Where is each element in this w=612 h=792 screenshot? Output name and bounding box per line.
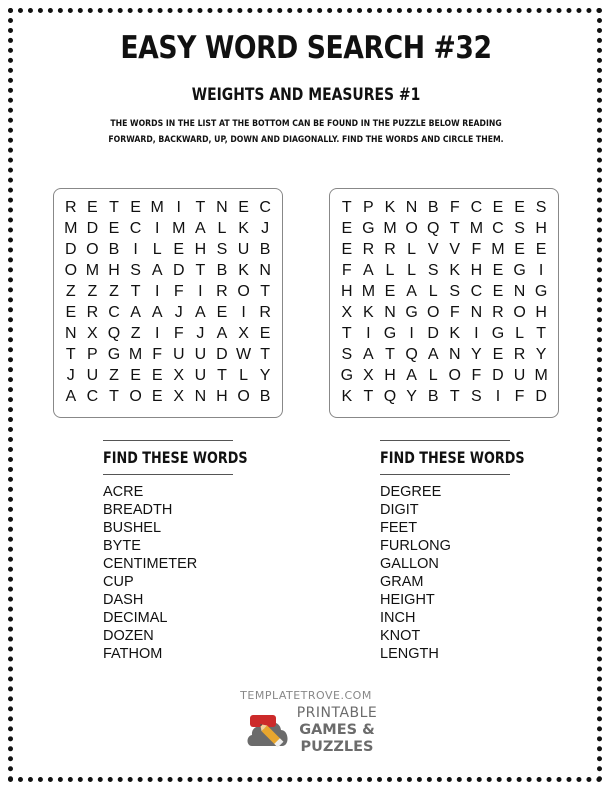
grid-row (330, 386, 558, 407)
grid-letter: F (471, 367, 482, 384)
grid-letter: D (172, 262, 185, 279)
grid-letter: A (130, 304, 141, 321)
grid-letter: L (407, 262, 417, 279)
word-list-item: FEET (380, 520, 418, 536)
grid-letter: S (341, 346, 353, 363)
grid-letter: E (87, 199, 98, 216)
grid-letter: O (513, 304, 526, 321)
grid-letter: E (492, 199, 504, 216)
grid-letter: K (363, 304, 374, 321)
grid-letter: T (195, 262, 206, 279)
grid-letter: L (428, 367, 438, 384)
grid-letter: R (513, 346, 526, 363)
grid-letter: C (259, 199, 271, 216)
grid-letter: F (471, 241, 482, 258)
grid-letter: C (492, 220, 504, 237)
grid-letter: E (259, 325, 271, 342)
grid-row (54, 260, 282, 281)
grid-letter: S (514, 220, 525, 237)
grid-letter: T (260, 346, 271, 363)
grid-letter: D (86, 220, 99, 237)
grid-letter: L (217, 220, 227, 237)
grid-letter: J (196, 325, 205, 342)
grid-letter: E (108, 220, 120, 237)
grid-letter: I (241, 304, 246, 321)
grid-letter: X (173, 388, 185, 405)
grid-letter: D (427, 325, 439, 342)
grid-letter: E (492, 262, 504, 279)
grid-row (54, 302, 282, 323)
grid-letter: U (513, 367, 526, 384)
grid-letter: W (235, 346, 252, 363)
grid-letter: S (535, 199, 547, 216)
grid-row (330, 365, 558, 386)
word-list-item: INCH (380, 610, 416, 626)
grid-letter: Y (471, 346, 482, 363)
grid-letter: E (238, 199, 249, 216)
grid-letter: X (341, 304, 353, 321)
grid-letter: G (534, 283, 548, 300)
grid-letter: Q (383, 388, 397, 405)
grid-letter: T (536, 325, 547, 342)
grid-letter: A (151, 304, 163, 321)
grid-row (330, 323, 558, 344)
grid-letter: O (64, 262, 78, 279)
grid-letter: E (151, 367, 163, 384)
grid-letter: E (216, 304, 228, 321)
grid-letter: S (130, 262, 141, 279)
grid-letter: I (474, 325, 479, 342)
page-subtitle: WEIGHTS AND MEASURES #1 (191, 85, 421, 105)
grid-letter: F (449, 199, 460, 216)
grid-letter: N (259, 262, 271, 279)
grid-row (54, 386, 282, 407)
grid-row (54, 281, 282, 302)
grid-letter: X (87, 325, 98, 342)
grid-letter: F (152, 346, 163, 363)
grid-letter: L (407, 241, 417, 258)
grid-letter: A (427, 346, 439, 363)
grid-letter: N (513, 283, 526, 300)
grid-letter: L (239, 367, 248, 384)
grid-letter: S (471, 388, 482, 405)
grid-letter: T (195, 199, 206, 216)
grid-letter: K (238, 220, 249, 237)
grid-row (54, 239, 282, 260)
logo-line-games: GAMES & (299, 722, 375, 738)
grid-letter: C (129, 220, 142, 237)
grid-letter: B (108, 241, 120, 258)
grid-letter: A (363, 262, 374, 279)
word-list-left (103, 483, 197, 663)
grid-letter: E (173, 241, 185, 258)
grid-letter: L (428, 283, 438, 300)
grid-letter: A (65, 388, 77, 405)
grid-letter: A (406, 283, 417, 300)
grid-letter: E (492, 346, 504, 363)
grid-row (54, 197, 282, 218)
grid-letter: R (216, 283, 228, 300)
grid-letter: E (65, 304, 77, 321)
word-list-item: BYTE (103, 538, 141, 554)
grid-letter: L (385, 262, 395, 279)
word-list-item: KNOT (380, 628, 421, 644)
grid-letter: C (108, 304, 120, 321)
grid-letter: X (238, 325, 249, 342)
grid-letter: J (261, 220, 270, 237)
grid-letter: J (174, 304, 183, 321)
grid-letter: E (130, 367, 141, 384)
grid-letter: I (366, 325, 371, 342)
word-grid-right (329, 188, 559, 418)
grid-letter: A (195, 304, 206, 321)
word-list-item: LENGTH (380, 646, 439, 662)
grid-letter: A (363, 346, 374, 363)
grid-letter: X (173, 367, 185, 384)
grid-letter: M (85, 262, 100, 279)
grid-letter: I (176, 199, 181, 216)
grid-letter: H (535, 220, 547, 237)
grid-letter: F (341, 262, 352, 279)
grid-letter: R (362, 241, 375, 258)
grid-letter: D (65, 241, 77, 258)
grid-row (330, 281, 558, 302)
grid-letter: K (341, 388, 353, 405)
grid-letter: B (427, 199, 439, 216)
grid-letter: E (514, 199, 525, 216)
grid-letter: Z (65, 283, 76, 300)
grid-letter: A (216, 325, 228, 342)
grid-letter: F (173, 325, 184, 342)
grid-letter: M (383, 220, 397, 237)
grid-letter: H (216, 388, 228, 405)
grid-letter: C (470, 199, 483, 216)
word-list-item: DOZEN (103, 628, 154, 644)
word-list-heading-right: FIND THESE WORDS (380, 440, 510, 475)
word-list-item: GRAM (380, 574, 424, 590)
word-list-item: CUP (103, 574, 134, 590)
grid-letter: R (259, 304, 271, 321)
grid-letter: L (515, 325, 524, 342)
grid-letter: Z (109, 283, 119, 300)
grid-row (54, 218, 282, 239)
grid-letter: Q (107, 325, 121, 342)
grid-letter: E (151, 388, 163, 405)
grid-letter: Y (535, 346, 547, 363)
grid-letter: Q (426, 220, 440, 237)
grid-letter: M (150, 199, 164, 216)
grid-letter: I (495, 388, 501, 405)
grid-letter: R (384, 241, 396, 258)
grid-letter: M (361, 283, 376, 300)
grid-letter: H (470, 262, 483, 279)
word-list-item: GALLON (380, 556, 439, 572)
grid-letter: T (109, 388, 119, 405)
word-list-item: DASH (103, 592, 144, 608)
grid-letter: T (217, 367, 227, 384)
grid-letter: U (172, 346, 185, 363)
word-list-item: FURLONG (380, 538, 451, 554)
grid-letter: G (383, 325, 397, 342)
grid-letter: G (340, 367, 354, 384)
logo-text (292, 705, 382, 756)
grid-letter: N (470, 304, 483, 321)
grid-letter: C (470, 283, 483, 300)
grid-letter: E (492, 283, 504, 300)
grid-letter: K (384, 199, 396, 216)
grid-row (330, 197, 558, 218)
grid-letter: N (405, 199, 418, 216)
grid-row (330, 302, 558, 323)
grid-letter: E (384, 283, 396, 300)
grid-letter: T (130, 283, 141, 300)
cloud-pencil-icon (244, 706, 292, 754)
grid-letter: E (535, 241, 547, 258)
grid-letter: I (154, 283, 160, 300)
word-list-item: ACRE (103, 484, 144, 500)
grid-letter: O (237, 388, 250, 405)
grid-letter: B (259, 388, 271, 405)
grid-letter: R (65, 199, 77, 216)
grid-letter: H (194, 241, 207, 258)
grid-letter: H (108, 262, 120, 279)
grid-letter: Y (406, 388, 417, 405)
grid-letter: O (86, 241, 99, 258)
grid-letter: F (173, 283, 184, 300)
grid-letter: H (341, 283, 353, 300)
grid-letter: I (538, 262, 544, 279)
grid-letter: M (128, 346, 143, 363)
grid-letter: E (341, 220, 353, 237)
grid-letter: S (216, 241, 228, 258)
grid-letter: B (427, 388, 439, 405)
grid-letter: G (513, 262, 526, 279)
grid-letter: L (152, 241, 162, 258)
grid-letter: B (216, 262, 228, 279)
grid-letter: K (238, 262, 249, 279)
grid-letter: T (449, 220, 460, 237)
grid-letter: N (384, 304, 396, 321)
grid-letter: U (194, 367, 207, 384)
grid-letter: M (534, 367, 548, 384)
logo-line-puzzles: PUZZLES (300, 739, 374, 755)
grid-letter: G (362, 220, 375, 237)
grid-letter: M (64, 220, 78, 237)
grid-row (54, 323, 282, 344)
grid-letter: Z (130, 325, 141, 342)
word-list-item: CENTIMETER (103, 556, 198, 572)
grid-letter: T (341, 199, 352, 216)
grid-letter: N (448, 346, 461, 363)
word-list-item: BUSHEL (103, 520, 162, 536)
grid-letter: D (535, 388, 547, 405)
word-list-right (380, 483, 451, 663)
grid-letter: S (427, 262, 439, 279)
grid-letter: R (86, 304, 99, 321)
grid-letter: F (514, 388, 525, 405)
grid-letter: T (260, 283, 271, 300)
grid-letter: B (259, 241, 271, 258)
grid-letter: U (194, 346, 207, 363)
grid-letter: T (65, 346, 76, 363)
grid-letter: E (341, 241, 353, 258)
grid-row (54, 365, 282, 386)
grid-letter: T (385, 346, 395, 363)
page-title: EASY WORD SEARCH #32 (120, 30, 492, 66)
grid-letter: T (341, 325, 352, 342)
grid-letter: O (237, 283, 250, 300)
grid-letter: J (66, 367, 75, 384)
word-list-heading-left: FIND THESE WORDS (103, 440, 233, 475)
grid-row (330, 239, 558, 260)
grid-letter: Z (87, 283, 98, 300)
grid-row (330, 344, 558, 365)
grid-letter: T (449, 388, 460, 405)
grid-letter: S (449, 283, 461, 300)
grid-letter: V (427, 241, 439, 258)
word-grid-left (53, 188, 283, 418)
grid-letter: D (492, 367, 504, 384)
grid-letter: G (107, 346, 121, 363)
grid-letter: N (194, 388, 207, 405)
grid-letter: G (405, 304, 418, 321)
word-list-item: DEGREE (380, 484, 442, 500)
grid-row (330, 218, 558, 239)
grid-letter: I (154, 325, 160, 342)
grid-letter: Q (405, 346, 418, 363)
grid-letter: N (65, 325, 77, 342)
word-list-item: HEIGHT (380, 592, 435, 608)
grid-letter: K (449, 262, 461, 279)
grid-letter: T (363, 388, 374, 405)
grid-letter: P (363, 199, 374, 216)
grid-letter: O (426, 304, 440, 321)
grid-letter: A (195, 220, 206, 237)
grid-letter: M (491, 241, 505, 258)
word-list-item: DIGIT (380, 502, 419, 518)
grid-letter: R (492, 304, 504, 321)
grid-letter: I (198, 283, 203, 300)
grid-letter: O (129, 388, 142, 405)
word-list-item: FATHOM (103, 646, 163, 662)
grid-letter: G (491, 325, 505, 342)
grid-letter: C (86, 388, 99, 405)
grid-letter: M (469, 220, 484, 237)
grid-letter: D (216, 346, 228, 363)
logo-line-printable: PRINTABLE (296, 705, 378, 721)
grid-letter: I (154, 220, 160, 237)
grid-row (54, 344, 282, 365)
grid-letter: N (216, 199, 228, 216)
word-list-item: BREADTH (103, 502, 173, 518)
grid-letter: T (109, 199, 119, 216)
grid-letter: V (449, 241, 461, 258)
grid-letter: F (449, 304, 460, 321)
grid-letter: H (535, 304, 547, 321)
grid-letter: I (409, 325, 414, 342)
grid-letter: P (87, 346, 98, 363)
grid-letter: H (384, 367, 396, 384)
grid-row (330, 260, 558, 281)
instructions: THE WORDS IN THE LIST AT THE BOTTOM CAN BE FOUND IN THE PUZZLE BELOW READING FORWARD, BACKWARD, UP, DOWN AND DIAGONALLY. FIND THE WORDS AND CIRCLE THEM. (108, 119, 504, 145)
grid-letter: A (151, 262, 163, 279)
logo-url: TEMPLATETROVE.COM (240, 689, 372, 702)
grid-letter: I (133, 241, 138, 258)
grid-letter: E (130, 199, 141, 216)
grid-letter: O (405, 220, 418, 237)
word-list-item: DECIMAL (103, 610, 168, 626)
grid-letter: M (172, 220, 186, 237)
grid-letter: E (514, 241, 525, 258)
grid-letter: O (448, 367, 461, 384)
grid-letter: K (449, 325, 461, 342)
grid-letter: Y (259, 367, 271, 384)
grid-letter: U (86, 367, 99, 384)
grid-letter: A (406, 367, 417, 384)
grid-letter: Z (109, 367, 119, 384)
grid-letter: U (237, 241, 250, 258)
grid-letter: X (363, 367, 374, 384)
